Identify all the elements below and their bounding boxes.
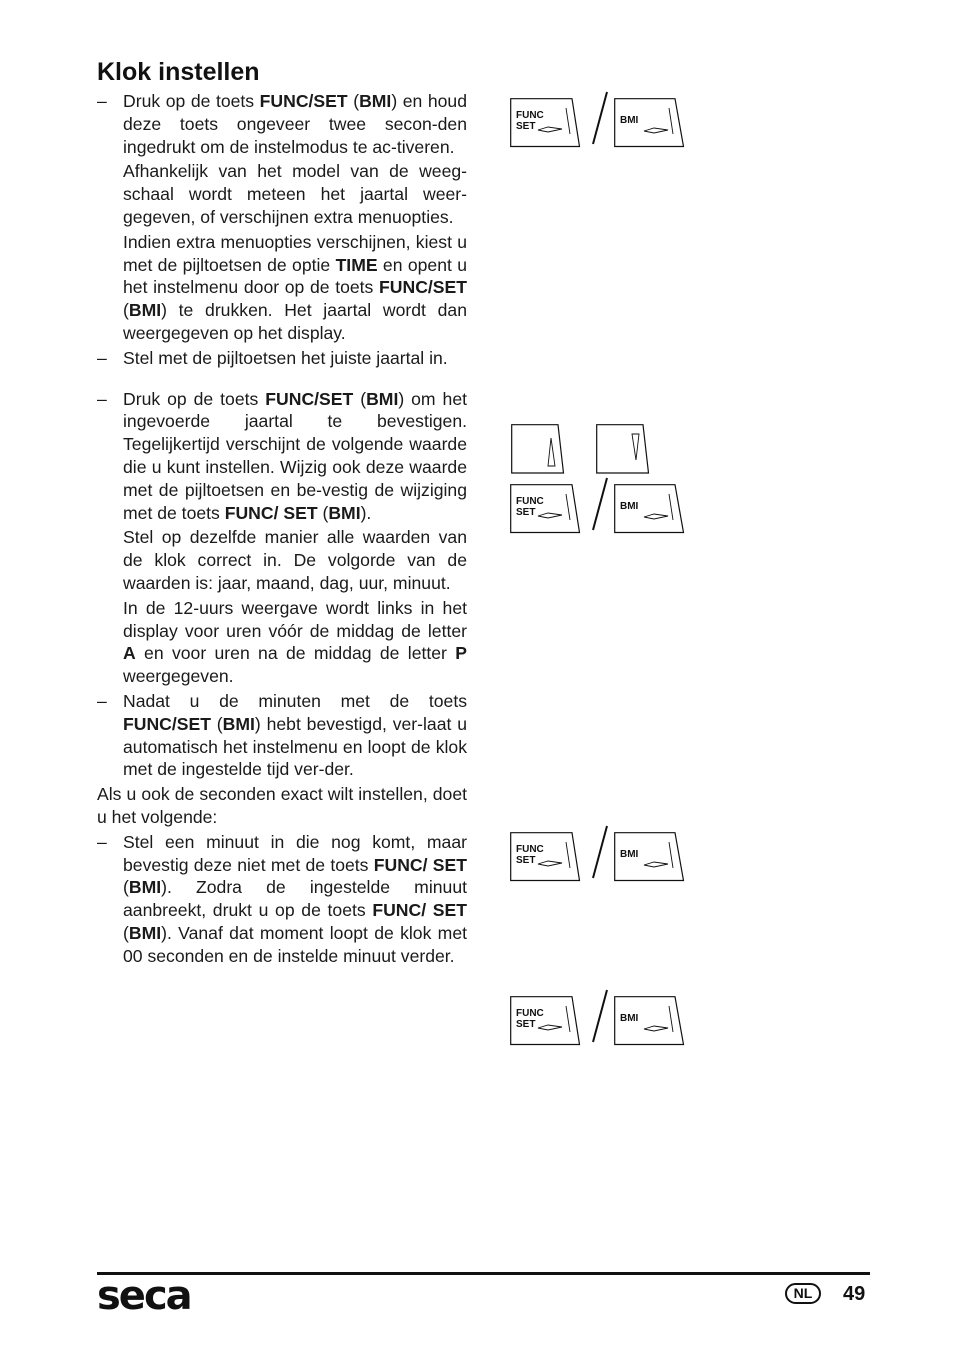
- bmi-key: [614, 484, 684, 532]
- footer-rule: [97, 1272, 870, 1275]
- bmi-key: [614, 832, 684, 880]
- step-activate-note: Afhankelijk van het model van de weeg-schaal wordt meteen het jaartal weer-gegeven, of verschijnen extra menuopties.: [123, 161, 467, 227]
- slash-separator: [590, 824, 610, 880]
- bullet-dash: –: [97, 91, 107, 111]
- seconds-intro: Als u ook de seconden exact wilt instellen, doet u het volgende:: [97, 784, 467, 827]
- step-activate-menu: Indien extra menuopties verschijnen, kiest u met de pijltoetsen de optie TIME en opent u het instelmenu door op de toets FUNC/SET (BMI) te drukken. Het jaartal wordt dan weergegeven op het display.: [123, 231, 467, 343]
- func-set-key: [510, 98, 580, 146]
- func-set-label: FUNC SET: [516, 496, 544, 518]
- func-set-key: [510, 484, 580, 532]
- step-finish: [97, 690, 467, 781]
- bmi-key: [614, 996, 684, 1044]
- instructions-column: [97, 90, 467, 969]
- bmi-label: BMI: [620, 849, 639, 860]
- page-title: Klok instellen: [97, 58, 260, 86]
- step-activate: [97, 90, 467, 345]
- bullet-dash: –: [97, 388, 107, 409]
- func-set-label: FUNC SET: [516, 110, 544, 132]
- step-confirm-values: [97, 388, 467, 688]
- bmi-label: BMI: [620, 115, 639, 126]
- button-pair-confirm: [510, 476, 686, 532]
- func-set-label: FUNC SET: [516, 1008, 544, 1030]
- bmi-key: [614, 98, 684, 146]
- bullet-dash: –: [97, 690, 107, 711]
- slash-separator: [590, 476, 610, 532]
- arrow-up-icon: [511, 424, 565, 474]
- bullet-dash: –: [97, 831, 107, 852]
- step-confirm-12h: In de 12-uurs weergave wordt links in het display voor uren vóór de middag de letter A en voor uren na de middag de letter P weergegeven.: [123, 597, 467, 687]
- language-badge: NL: [785, 1283, 821, 1304]
- button-pair-seconds: [510, 988, 686, 1044]
- func-set-label: FUNC SET: [516, 844, 544, 866]
- page-number: 49: [843, 1283, 866, 1305]
- arrow-down-key: [596, 424, 650, 474]
- step-confirm-order: Stel op dezelfde manier alle waarden van de klok correct in. De volgorde van de waarden is: jaar, maand, dag, uur, minuut.: [123, 527, 467, 593]
- bmi-label: BMI: [620, 501, 639, 512]
- bullet-dash: –: [97, 347, 107, 368]
- step-seconds: [97, 831, 467, 968]
- button-pair-activate: [510, 90, 686, 146]
- bmi-label: BMI: [620, 1013, 639, 1024]
- arrow-up-key: [511, 424, 565, 474]
- slash-separator: [590, 988, 610, 1044]
- slash-separator: [590, 90, 610, 146]
- step-confirm-text: Druk op de toets FUNC/SET (BMI) om het ingevoerde jaartal te bevestigen. Tegelijkertijd verschijnt de volgende waarde die u kunt instellen. Wijzig ook deze waarde met de pijltoetsen en be-vestig de wijziging met de toets FUNC/ SET (BMI).: [123, 388, 468, 523]
- step-set-year: [97, 347, 467, 370]
- step-seconds-text: Stel een minuut in die nog komt, maar bevestig deze niet met de toets FUNC/ SET (BMI). Zodra de ingestelde minuut aanbreekt, drukt u op de toets FUNC/ SET (BMI). Vanaf dat moment loopt de klok met 00 seconden en de instelde minuut verder.: [123, 831, 467, 966]
- step-finish-text: Nadat u de minuten met de toets FUNC/SET (BMI) hebt bevestigd, ver-laat u automatisch het instelmenu en loopt de klok met de ingestelde tijd ver-der.: [123, 690, 468, 780]
- seca-logo: seca: [97, 1273, 191, 1319]
- step-set-year-text: Stel met de pijltoetsen het juiste jaartal in.: [123, 347, 448, 368]
- button-pair-finish: [510, 824, 686, 880]
- arrow-down-icon: [596, 424, 650, 474]
- func-set-key: [510, 996, 580, 1044]
- func-set-key: [510, 832, 580, 880]
- step-activate-text: Druk op de toets FUNC/SET (BMI) en houd deze toets ongeveer twee secon-den ingedrukt om de instelmodus te ac-tiveren.: [123, 91, 467, 157]
